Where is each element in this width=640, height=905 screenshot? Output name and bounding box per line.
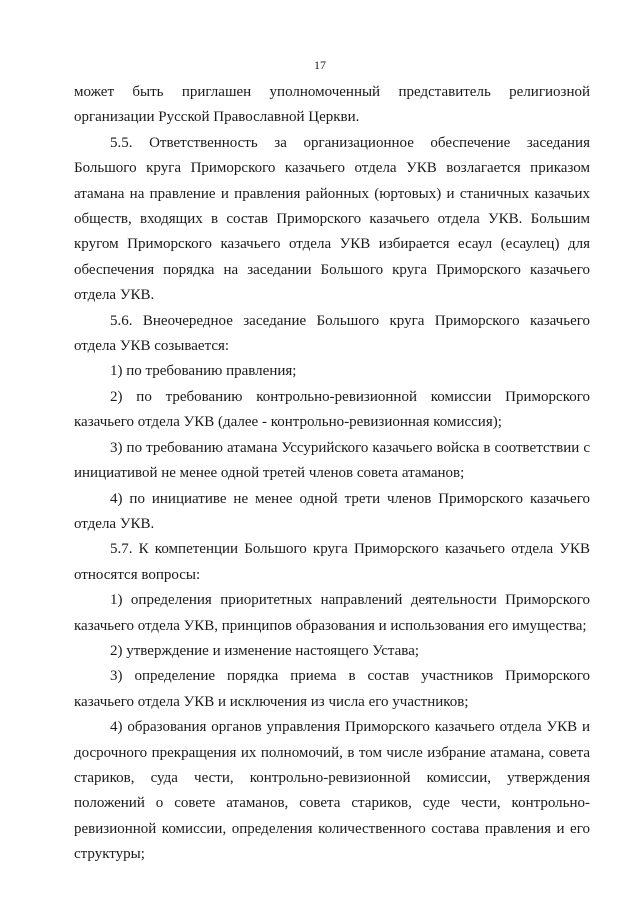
paragraph-5-5: 5.5. Ответственность за организационное обеспечение заседания Большого круга Приморского казачьего отдела УКВ возлагается приказом атамана на правление и правления районных (юртовых) и станичных казачьих обществ, входящих в состав Приморского казачьего отдела УКВ. Большим кругом Приморского казачьего отдела УКВ избирается есаул (есаулец) для обеспечения порядка на заседании Большого круга Приморского казачьего отдела УКВ. [74,134,590,304]
list-item-5-7-4: 4) образования органов управления Приморского казачьего отдела УКВ и досрочного прекращения их полномочий, в том числе избрание атамана, совета стариков, суда чести, контрольно-ревизионной комиссии, утверждения положений о совете атаманов, совета стариков, суде чести, контрольно-ревизионной комиссии, определения количественного состава правления и его структуры; [74,719,590,863]
list-item-5-7-3: 3) определение порядка приема в состав участников Приморского казачьего отдела УКВ и исключения из числа его участников; [74,668,590,710]
list-item-5-6-1: 1) по требованию правления; [110,363,297,380]
document-body [74,80,590,868]
list-item-5-6-4: 4) по инициативе не менее одной трети членов Приморского казачьего отдела УКВ. [74,490,590,532]
paragraph-5-7: 5.7. К компетенции Большого круга Приморского казачьего отдела УКВ относятся вопросы: [74,541,590,583]
paragraph-continuation: может быть приглашен уполномоченный представитель религиозной организации Русской Православной Церкви. [74,84,590,126]
list-item-5-6-2: 2) по требованию контрольно-ревизионной комиссии Приморского казачьего отдела УКВ (далее - контрольно-ревизионная комиссия); [74,388,590,431]
list-item-5-6-3: 3) по требованию атамана Уссурийского казачьего войска в соответствии с инициативой не менее одной третей членов совета атаманов; [74,439,590,482]
paragraph-5-6: 5.6. Внеочередное заседание Большого круга Приморского казачьего отдела УКВ созывается: [74,312,590,355]
list-item-5-7-2: 2) утверждение и изменение настоящего Устава; [110,642,420,659]
list-item-5-7-1: 1) определения приоритетных направлений деятельности Приморского казачьего отдела УКВ, принципов образования и использования его имущества; [74,592,590,634]
page-number: 17 [314,58,326,72]
